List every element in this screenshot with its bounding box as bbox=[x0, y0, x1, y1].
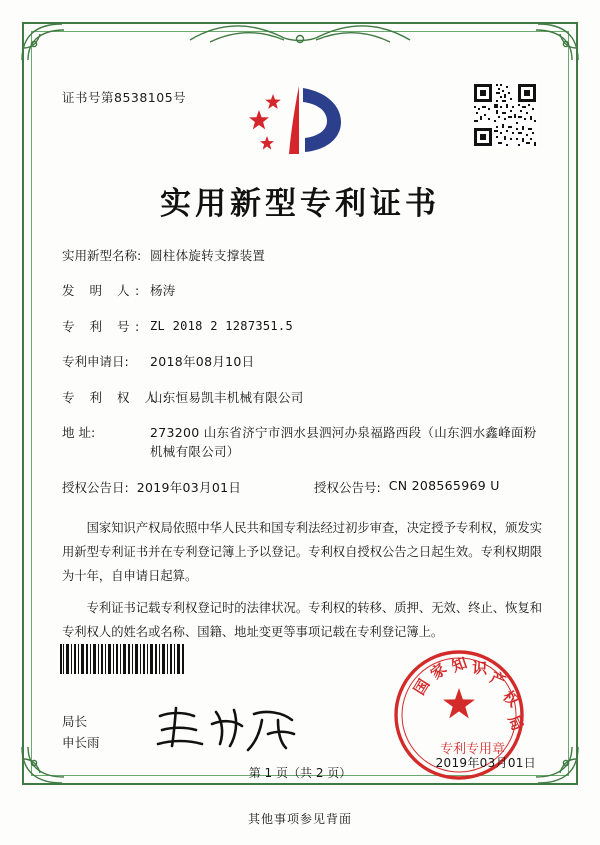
svg-text:家: 家 bbox=[427, 659, 451, 684]
field-value: ZL 2018 2 1287351.5 bbox=[150, 318, 293, 333]
signature-block bbox=[62, 712, 100, 753]
field-label: 专 利 权 人: bbox=[62, 389, 173, 405]
body-text bbox=[62, 517, 542, 653]
certificate-number: 证书号第8538105号 bbox=[62, 90, 187, 105]
field-patent-number bbox=[62, 317, 542, 336]
field-value: 2018年08月10日 bbox=[150, 354, 255, 370]
field-application-date bbox=[62, 352, 542, 371]
field-inventor bbox=[62, 281, 542, 300]
footnote: 其他事项参见背面 bbox=[247, 812, 352, 826]
svg-text:识: 识 bbox=[471, 659, 488, 678]
field-utility-model-name bbox=[62, 246, 542, 265]
paragraph-2: 专利证书记载专利权登记时的法律状况。专利权的转移、质押、无效、终止、恢复和专利权人的姓名或名称、国籍、地址变更等事项记载在专利登记簿上。 bbox=[62, 600, 542, 639]
field-list bbox=[62, 246, 542, 512]
signature-role: 局长 bbox=[62, 714, 88, 729]
svg-text:局: 局 bbox=[504, 712, 526, 734]
field-value: CN 208565969 U bbox=[388, 477, 500, 493]
field-grant-date bbox=[62, 478, 314, 496]
paragraph-1: 国家知识产权局依照中华人民共和国专利法经过初步审查，决定授予专利权，颁发实用新型专利证书并在专利登记簿上予以登记。专利权自授权公告之日起生效。专利权期限为十年，自申请日起算。 bbox=[62, 521, 542, 583]
field-label: 地 址: bbox=[62, 424, 96, 440]
field-value: 2019年03月01日 bbox=[136, 479, 242, 495]
field-label: 授权公告日: bbox=[62, 479, 129, 495]
field-value: 273200 山东省济宁市泗水县泗河办泉福路西段（山东泗水鑫峰面粉机械有限公司） bbox=[150, 424, 537, 460]
barcode-icon bbox=[60, 644, 184, 674]
svg-text:知: 知 bbox=[449, 653, 470, 676]
field-label: 发 明 人: bbox=[62, 283, 145, 299]
signature-name: 申长雨 bbox=[62, 734, 100, 750]
cnipa-logo-icon bbox=[245, 80, 355, 160]
field-grant-row bbox=[62, 478, 542, 496]
field-grant-number bbox=[314, 478, 500, 496]
handwritten-signature-icon bbox=[150, 700, 310, 756]
field-value: 山东恒易凯丰机械有限公司 bbox=[150, 389, 304, 405]
svg-text:国: 国 bbox=[410, 675, 434, 699]
seal-date: 2019年03月01日 bbox=[435, 756, 536, 770]
svg-text:权: 权 bbox=[499, 687, 523, 711]
field-value: 圆柱体旋转支撑装置 bbox=[150, 248, 266, 263]
field-label: 专利申请日: bbox=[62, 354, 129, 370]
field-label: 实用新型名称: bbox=[62, 248, 142, 263]
page-number: 第 1 页（共 2 页） bbox=[248, 766, 352, 780]
field-label: 专 利 号: bbox=[62, 318, 145, 334]
qr-code-icon bbox=[472, 82, 538, 148]
top-ornament-icon bbox=[180, 18, 420, 48]
field-label: 授权公告号: bbox=[314, 479, 381, 495]
page-title: 实用新型专利证书 bbox=[160, 186, 440, 222]
svg-text:专利专用章: 专利专用章 bbox=[440, 742, 506, 757]
field-value: 杨涛 bbox=[150, 283, 176, 299]
field-address bbox=[62, 423, 542, 462]
svg-text:产: 产 bbox=[487, 668, 509, 691]
field-patentee bbox=[62, 388, 542, 407]
